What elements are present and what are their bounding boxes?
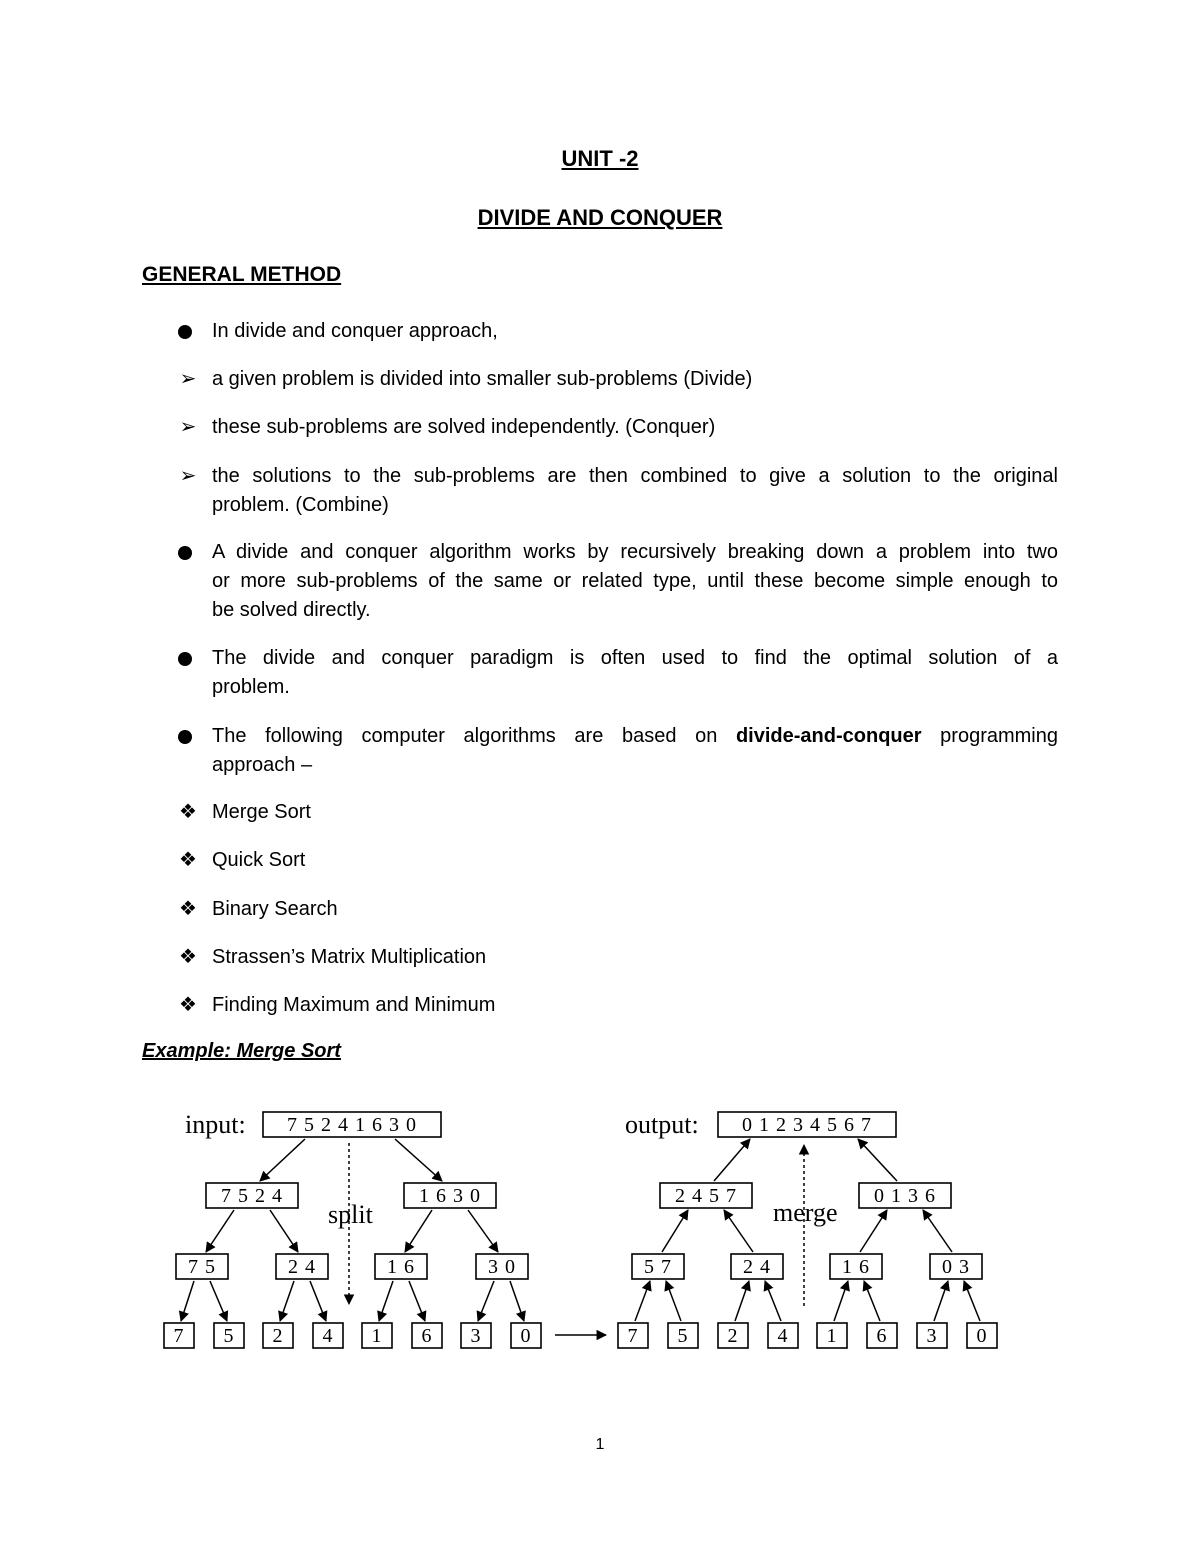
chapter-title: DIVIDE AND CONQUER <box>477 205 723 230</box>
arrow-bullet-icon: ➢ <box>179 416 197 438</box>
diamond-bullet-icon: ❖ <box>179 801 197 823</box>
split-leaf-value: 0 <box>520 1325 532 1347</box>
split-leaf-value: 5 <box>223 1325 235 1347</box>
algorithm-item: Quick Sort <box>212 849 306 871</box>
input-label: input: <box>185 1110 246 1139</box>
page-number: 1 <box>595 1436 605 1453</box>
merge-leaf-value: 3 <box>926 1325 938 1347</box>
tree-arrow <box>379 1281 393 1321</box>
diamond-bullet-icon: ❖ <box>179 994 197 1016</box>
split-level2-value: 7 5 <box>188 1256 216 1278</box>
merge-level2-value: 5 7 <box>644 1256 672 1278</box>
split-leaf-value: 1 <box>371 1325 383 1347</box>
split-leaf-value: 3 <box>470 1325 482 1347</box>
merge-leaf-value: 5 <box>677 1325 689 1347</box>
list-item-line: A divide and conquer algorithm works by recursively breaking down a problem into two <box>212 541 1058 563</box>
split-level2-value: 3 0 <box>488 1256 516 1278</box>
tree-arrow <box>714 1139 750 1181</box>
diagram-arrows <box>181 1139 980 1321</box>
example-heading: Example: Merge Sort <box>142 1040 341 1062</box>
algorithm-item: Finding Maximum and Minimum <box>212 994 496 1016</box>
tree-arrow <box>860 1210 887 1252</box>
split-level1-value: 1 6 3 0 <box>419 1185 481 1207</box>
tree-arrow <box>468 1210 498 1252</box>
merge-leaf-value: 7 <box>627 1325 639 1347</box>
algorithm-item: Strassen’s Matrix Multiplication <box>212 946 487 968</box>
text-run: programming <box>921 725 1058 747</box>
unit-title: UNIT -2 <box>561 146 639 171</box>
list-item-line: approach – <box>212 754 313 776</box>
merge-level2-value: 1 6 <box>842 1256 870 1278</box>
arrow-bullet-icon: ➢ <box>179 465 197 487</box>
tree-arrow <box>834 1281 848 1321</box>
list-item-line: The divide and conquer paradigm is often used to find the optimal solution of a <box>212 647 1058 669</box>
text-run: The following computer algorithms are based on <box>212 725 736 747</box>
split-label: split <box>328 1200 373 1229</box>
merge-leaf-value: 2 <box>727 1325 739 1347</box>
list-item: a given problem is divided into smaller sub-problems (Divide) <box>212 368 753 390</box>
tree-arrow <box>964 1281 980 1321</box>
algorithm-item: Binary Search <box>212 898 338 920</box>
tree-arrow <box>260 1139 305 1181</box>
diamond-bullet-icon: ❖ <box>179 849 197 871</box>
diamond-bullet-icon: ❖ <box>179 946 197 968</box>
tree-arrow <box>270 1210 298 1252</box>
merge-level2-value: 0 3 <box>942 1256 970 1278</box>
tree-arrow <box>405 1210 432 1252</box>
section-heading: GENERAL METHOD <box>142 263 342 286</box>
split-level2-value: 1 6 <box>387 1256 415 1278</box>
merge-label: merge <box>773 1198 838 1227</box>
split-level2-value: 2 4 <box>288 1256 316 1278</box>
list-item: In divide and conquer approach, <box>212 320 498 342</box>
list-item-line: problem. (Combine) <box>212 494 389 516</box>
tree-arrow <box>934 1281 948 1321</box>
split-leaf-value: 7 <box>173 1325 185 1347</box>
tree-arrow <box>635 1281 650 1321</box>
tree-arrow <box>395 1139 442 1181</box>
tree-arrow <box>409 1281 425 1321</box>
tree-arrow <box>662 1210 688 1252</box>
tree-arrow <box>510 1281 524 1321</box>
merge-leaf-value: 0 <box>976 1325 988 1347</box>
split-level1-value: 7 5 2 4 <box>221 1185 283 1207</box>
tree-arrow <box>724 1210 753 1252</box>
algorithm-item: Merge Sort <box>212 801 311 823</box>
tree-arrow <box>181 1281 194 1321</box>
tree-arrow <box>310 1281 326 1321</box>
tree-arrow <box>478 1281 494 1321</box>
tree-arrow <box>864 1281 880 1321</box>
tree-arrow <box>735 1281 749 1321</box>
split-leaf-value: 6 <box>421 1325 433 1347</box>
tree-arrow <box>923 1210 952 1252</box>
split-leaf-value: 2 <box>272 1325 284 1347</box>
list-item-line: or more sub-problems of the same or related type, until these become simple enough to <box>212 570 1058 592</box>
list-item-line: be solved directly. <box>212 599 371 621</box>
merge-leaf-value: 4 <box>777 1325 789 1347</box>
merge-level1-value: 2 4 5 7 <box>675 1185 737 1207</box>
split-leaf-value: 4 <box>322 1325 334 1347</box>
arrow-bullet-icon: ➢ <box>179 368 197 390</box>
list-item-line: problem. <box>212 676 290 698</box>
merge-leaf-value: 6 <box>876 1325 888 1347</box>
tree-arrow <box>280 1281 294 1321</box>
merge-leaf-value: 1 <box>826 1325 838 1347</box>
bold-term: divide-and-conquer <box>735 725 922 747</box>
tree-arrow <box>206 1210 234 1252</box>
merge-level1-value: 0 1 3 6 <box>874 1185 936 1207</box>
tree-arrow <box>858 1139 897 1181</box>
output-label: output: <box>625 1110 699 1139</box>
output-array-value: 0 1 2 3 4 5 6 7 <box>742 1114 872 1136</box>
diamond-bullet-icon: ❖ <box>179 898 197 920</box>
tree-arrow <box>210 1281 227 1321</box>
tree-arrow <box>666 1281 681 1321</box>
diagram-boxes <box>164 1112 997 1348</box>
list-item: these sub-problems are solved independently. (Conquer) <box>212 416 716 438</box>
tree-arrow <box>765 1281 781 1321</box>
input-array-value: 7 5 2 4 1 6 3 0 <box>287 1114 417 1136</box>
list-item-line: the solutions to the sub-problems are then combined to give a solution to the original <box>212 465 1058 487</box>
merge-level2-value: 2 4 <box>743 1256 771 1278</box>
